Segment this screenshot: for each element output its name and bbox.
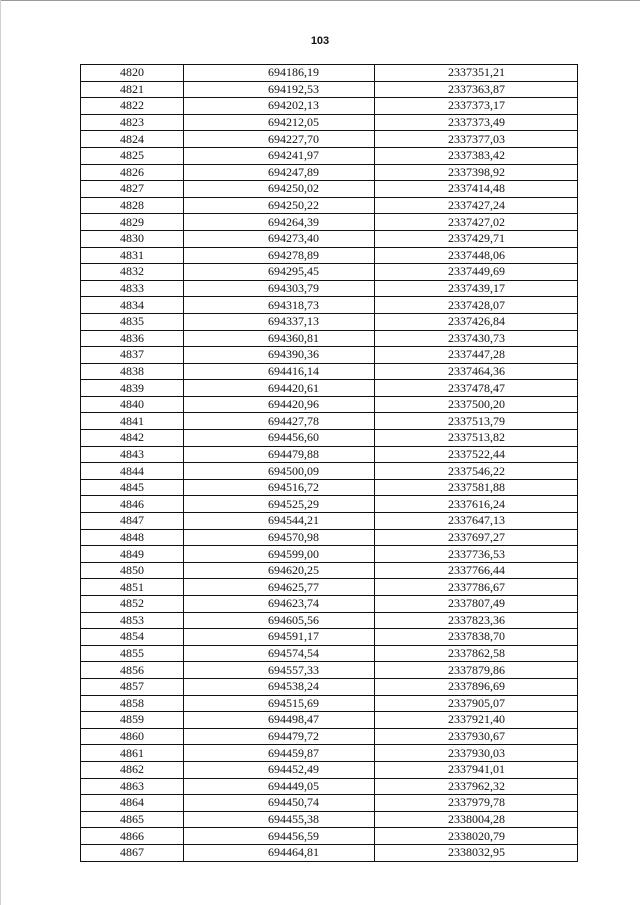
scan-edge-left [0,0,1,905]
y-coordinate-cell: 2337414,48 [375,181,578,198]
table-row [81,197,578,214]
x-coordinate-cell: 694479,72 [184,728,375,745]
point-number-cell: 4865 [81,811,184,828]
table-row [81,430,578,447]
point-number-cell: 4859 [81,712,184,729]
y-coordinate-cell: 2337862,58 [375,645,578,662]
y-coordinate-cell: 2337351,21 [375,65,578,82]
y-coordinate-cell: 2337736,53 [375,546,578,563]
y-coordinate-cell: 2337823,36 [375,612,578,629]
point-number-cell: 4824 [81,131,184,148]
table-row [81,662,578,679]
table-row [81,147,578,164]
y-coordinate-cell: 2337807,49 [375,596,578,613]
x-coordinate-cell: 694525,29 [184,496,375,513]
point-number-cell: 4829 [81,214,184,231]
y-coordinate-cell: 2337429,71 [375,230,578,247]
point-number-cell: 4862 [81,761,184,778]
point-number-cell: 4837 [81,347,184,364]
x-coordinate-cell: 694303,79 [184,280,375,297]
y-coordinate-cell: 2337373,17 [375,98,578,115]
x-coordinate-cell: 694456,59 [184,828,375,845]
table-row [81,230,578,247]
x-coordinate-cell: 694599,00 [184,546,375,563]
table-row [81,330,578,347]
x-coordinate-cell: 694515,69 [184,695,375,712]
x-coordinate-cell: 694295,45 [184,264,375,281]
point-number-cell: 4860 [81,728,184,745]
table-row [81,761,578,778]
y-coordinate-cell: 2337522,44 [375,446,578,463]
y-coordinate-cell: 2337500,20 [375,396,578,413]
point-number-cell: 4850 [81,562,184,579]
point-number-cell: 4827 [81,181,184,198]
x-coordinate-cell: 694337,13 [184,313,375,330]
x-coordinate-cell: 694241,97 [184,147,375,164]
point-number-cell: 4852 [81,596,184,613]
x-coordinate-cell: 694318,73 [184,297,375,314]
y-coordinate-cell: 2337838,70 [375,629,578,646]
y-coordinate-cell: 2337464,36 [375,363,578,380]
table-row [81,347,578,364]
table-row [81,264,578,281]
point-number-cell: 4847 [81,513,184,530]
point-number-cell: 4863 [81,778,184,795]
x-coordinate-cell: 694591,17 [184,629,375,646]
point-number-cell: 4830 [81,230,184,247]
table-row [81,446,578,463]
y-coordinate-cell: 2337879,86 [375,662,578,679]
y-coordinate-cell: 2337766,44 [375,562,578,579]
x-coordinate-cell: 694427,78 [184,413,375,430]
x-coordinate-cell: 694464,81 [184,844,375,861]
x-coordinate-cell: 694450,74 [184,795,375,812]
table-row [81,396,578,413]
page-number: 103 [310,35,330,47]
x-coordinate-cell: 694416,14 [184,363,375,380]
x-coordinate-cell: 694192,53 [184,81,375,98]
table-row [81,629,578,646]
x-coordinate-cell: 694459,87 [184,745,375,762]
x-coordinate-cell: 694360,81 [184,330,375,347]
table-row [81,529,578,546]
y-coordinate-cell: 2337439,17 [375,280,578,297]
y-coordinate-cell: 2338020,79 [375,828,578,845]
table-row [81,380,578,397]
table-row [81,678,578,695]
x-coordinate-cell: 694250,02 [184,181,375,198]
point-number-cell: 4858 [81,695,184,712]
point-number-cell: 4855 [81,645,184,662]
x-coordinate-cell: 694544,21 [184,513,375,530]
point-number-cell: 4840 [81,396,184,413]
x-coordinate-cell: 694538,24 [184,678,375,695]
table-row [81,247,578,264]
point-number-cell: 4851 [81,579,184,596]
point-number-cell: 4831 [81,247,184,264]
y-coordinate-cell: 2337930,67 [375,728,578,745]
table-row [81,645,578,662]
x-coordinate-cell: 694420,61 [184,380,375,397]
point-number-cell: 4820 [81,65,184,82]
x-coordinate-cell: 694498,47 [184,712,375,729]
y-coordinate-cell: 2337930,03 [375,745,578,762]
y-coordinate-cell: 2337447,28 [375,347,578,364]
y-coordinate-cell: 2337377,03 [375,131,578,148]
x-coordinate-cell: 694420,96 [184,396,375,413]
point-number-cell: 4826 [81,164,184,181]
x-coordinate-cell: 694452,49 [184,761,375,778]
table-row [81,546,578,563]
point-number-cell: 4821 [81,81,184,98]
scan-edge-top [0,0,640,1]
y-coordinate-cell: 2337896,69 [375,678,578,695]
y-coordinate-cell: 2337427,24 [375,197,578,214]
y-coordinate-cell: 2337383,42 [375,147,578,164]
table-row [81,131,578,148]
point-number-cell: 4823 [81,114,184,131]
table-row [81,844,578,861]
table-row [81,65,578,82]
y-coordinate-cell: 2337962,32 [375,778,578,795]
table-row [81,579,578,596]
table-row [81,562,578,579]
point-number-cell: 4835 [81,313,184,330]
x-coordinate-cell: 694455,38 [184,811,375,828]
point-number-cell: 4834 [81,297,184,314]
y-coordinate-cell: 2337697,27 [375,529,578,546]
x-coordinate-cell: 694273,40 [184,230,375,247]
point-number-cell: 4845 [81,479,184,496]
table-row [81,297,578,314]
y-coordinate-cell: 2337546,22 [375,463,578,480]
coordinates-table [80,64,578,862]
table-row [81,612,578,629]
x-coordinate-cell: 694500,09 [184,463,375,480]
point-number-cell: 4867 [81,844,184,861]
x-coordinate-cell: 694620,25 [184,562,375,579]
y-coordinate-cell: 2337448,06 [375,247,578,264]
point-number-cell: 4836 [81,330,184,347]
y-coordinate-cell: 2337373,49 [375,114,578,131]
x-coordinate-cell: 694278,89 [184,247,375,264]
point-number-cell: 4825 [81,147,184,164]
y-coordinate-cell: 2337428,07 [375,297,578,314]
y-coordinate-cell: 2337921,40 [375,712,578,729]
x-coordinate-cell: 694247,89 [184,164,375,181]
table-row [81,745,578,762]
x-coordinate-cell: 694557,33 [184,662,375,679]
x-coordinate-cell: 694227,70 [184,131,375,148]
point-number-cell: 4844 [81,463,184,480]
y-coordinate-cell: 2337426,84 [375,313,578,330]
table-row [81,513,578,530]
y-coordinate-cell: 2337363,87 [375,81,578,98]
y-coordinate-cell: 2337398,92 [375,164,578,181]
point-number-cell: 4857 [81,678,184,695]
table-row [81,695,578,712]
x-coordinate-cell: 694605,56 [184,612,375,629]
point-number-cell: 4838 [81,363,184,380]
y-coordinate-cell: 2337449,69 [375,264,578,281]
point-number-cell: 4822 [81,98,184,115]
table-row [81,164,578,181]
table-row [81,811,578,828]
y-coordinate-cell: 2337513,82 [375,430,578,447]
point-number-cell: 4846 [81,496,184,513]
x-coordinate-cell: 694479,88 [184,446,375,463]
y-coordinate-cell: 2337979,78 [375,795,578,812]
point-number-cell: 4856 [81,662,184,679]
x-coordinate-cell: 694390,36 [184,347,375,364]
x-coordinate-cell: 694516,72 [184,479,375,496]
table-row [81,114,578,131]
y-coordinate-cell: 2337616,24 [375,496,578,513]
x-coordinate-cell: 694570,98 [184,529,375,546]
x-coordinate-cell: 694623,74 [184,596,375,613]
point-number-cell: 4864 [81,795,184,812]
y-coordinate-cell: 2338004,28 [375,811,578,828]
table-row [81,463,578,480]
y-coordinate-cell: 2337513,79 [375,413,578,430]
y-coordinate-cell: 2337581,88 [375,479,578,496]
point-number-cell: 4828 [81,197,184,214]
point-number-cell: 4841 [81,413,184,430]
table-row [81,181,578,198]
table-row [81,496,578,513]
point-number-cell: 4839 [81,380,184,397]
table-row [81,479,578,496]
y-coordinate-cell: 2337786,67 [375,579,578,596]
y-coordinate-cell: 2337427,02 [375,214,578,231]
x-coordinate-cell: 694449,05 [184,778,375,795]
y-coordinate-cell: 2337478,47 [375,380,578,397]
x-coordinate-cell: 694250,22 [184,197,375,214]
table-row [81,828,578,845]
x-coordinate-cell: 694202,13 [184,98,375,115]
point-number-cell: 4849 [81,546,184,563]
point-number-cell: 4848 [81,529,184,546]
y-coordinate-cell: 2337647,13 [375,513,578,530]
y-coordinate-cell: 2337941,01 [375,761,578,778]
table-row [81,778,578,795]
x-coordinate-cell: 694574,54 [184,645,375,662]
point-number-cell: 4861 [81,745,184,762]
table-row [81,214,578,231]
coordinates-table-body [81,65,578,862]
x-coordinate-cell: 694186,19 [184,65,375,82]
x-coordinate-cell: 694264,39 [184,214,375,231]
table-row [81,280,578,297]
table-row [81,596,578,613]
point-number-cell: 4854 [81,629,184,646]
table-row [81,795,578,812]
y-coordinate-cell: 2338032,95 [375,844,578,861]
y-coordinate-cell: 2337905,07 [375,695,578,712]
table-row [81,712,578,729]
table-row [81,728,578,745]
point-number-cell: 4842 [81,430,184,447]
x-coordinate-cell: 694212,05 [184,114,375,131]
table-row [81,413,578,430]
point-number-cell: 4853 [81,612,184,629]
table-row [81,363,578,380]
y-coordinate-cell: 2337430,73 [375,330,578,347]
x-coordinate-cell: 694625,77 [184,579,375,596]
point-number-cell: 4866 [81,828,184,845]
x-coordinate-cell: 694456,60 [184,430,375,447]
point-number-cell: 4832 [81,264,184,281]
table-row [81,81,578,98]
table-row [81,98,578,115]
point-number-cell: 4833 [81,280,184,297]
table-row [81,313,578,330]
point-number-cell: 4843 [81,446,184,463]
